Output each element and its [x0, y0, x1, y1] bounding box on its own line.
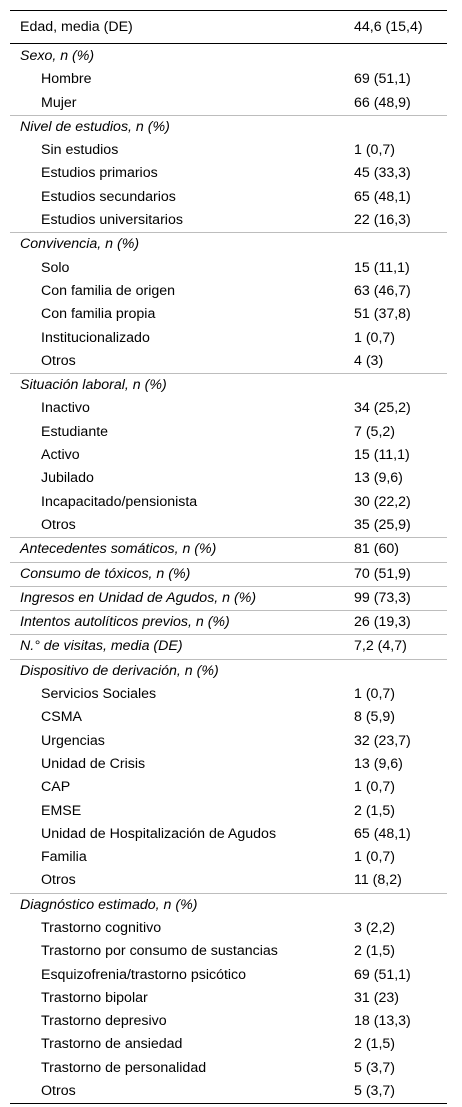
table-row	[10, 753, 447, 776]
demographics-table	[10, 10, 447, 1104]
row-value: 13 (9,6)	[354, 470, 403, 487]
table-row	[10, 303, 447, 326]
table-row	[10, 1057, 447, 1080]
table-row	[10, 776, 447, 799]
row-label: Activo	[41, 447, 80, 464]
row-label: Trastorno por consumo de sustancias	[41, 943, 278, 960]
category-row	[10, 610, 447, 634]
category-label: Sexo, n (%)	[20, 48, 95, 64]
category-row	[10, 893, 447, 917]
row-label: Esquizofrenia/trastorno psicótico	[41, 966, 247, 983]
row-value: 2 (1,5)	[354, 802, 396, 819]
table-row	[10, 1033, 447, 1056]
row-label: Mujer	[41, 94, 77, 111]
category-row	[10, 115, 447, 139]
row-label: Hombre	[41, 71, 92, 88]
table-row	[10, 162, 447, 185]
table-row	[10, 491, 447, 514]
table-row	[10, 823, 447, 846]
row-value: 1 (0,7)	[354, 686, 396, 703]
table-row	[10, 92, 447, 115]
row-value: 11 (8,2)	[354, 872, 402, 889]
table-row	[10, 257, 447, 280]
row-label: Trastorno bipolar	[41, 989, 148, 1006]
row-value: 63 (46,7)	[354, 282, 411, 299]
row-label: Estudiante	[41, 423, 109, 440]
table-row	[10, 209, 447, 232]
row-label: Con familia propia	[41, 306, 156, 323]
table-row	[10, 987, 447, 1010]
table-header-row	[10, 11, 447, 44]
row-value: 4 (3)	[354, 352, 384, 369]
row-label: EMSE	[41, 802, 82, 819]
table-row	[10, 706, 447, 729]
row-value: 8 (5,9)	[354, 709, 396, 726]
row-label: Incapacitado/pensionista	[41, 493, 198, 510]
row-value: 45 (33,3)	[354, 165, 411, 182]
table-row	[10, 869, 447, 892]
table-row	[10, 186, 447, 209]
row-value: 32 (23,7)	[354, 732, 411, 749]
table-row	[10, 964, 447, 987]
table-row	[10, 139, 447, 162]
row-value: 3 (2,2)	[354, 919, 396, 936]
header-value: 44,6 (15,4)	[354, 19, 423, 35]
row-label: Jubilado	[41, 470, 94, 487]
row-value: 13 (9,6)	[354, 755, 403, 772]
row-label: Solo	[41, 259, 70, 276]
category-label: Consumo de tóxicos, n (%)	[20, 565, 191, 582]
category-label: Nivel de estudios, n (%)	[20, 118, 170, 135]
row-label: Estudios primarios	[41, 165, 158, 182]
table-row	[10, 444, 447, 467]
category-row	[10, 634, 447, 658]
category-row	[10, 562, 447, 586]
row-label: Otros	[41, 872, 76, 889]
table-row	[10, 683, 447, 706]
table-row	[10, 846, 447, 869]
row-value: 7 (5,2)	[354, 423, 396, 440]
table-row	[10, 68, 447, 91]
row-label: Trastorno de ansiedad	[41, 1036, 183, 1053]
category-row	[10, 537, 447, 561]
row-label: Urgencias	[41, 732, 105, 749]
row-value: 65 (48,1)	[354, 188, 411, 205]
row-label: Estudios universitarios	[41, 212, 183, 229]
category-row	[10, 45, 447, 68]
row-value: 5 (3,7)	[354, 1083, 396, 1100]
header-label: Edad, media (DE)	[20, 19, 133, 35]
row-label: Otros	[41, 1083, 76, 1100]
category-label: Antecedentes somáticos, n (%)	[20, 541, 217, 558]
row-label: CAP	[41, 779, 71, 796]
row-label: Con familia de origen	[41, 282, 176, 299]
row-label: Otros	[41, 516, 76, 533]
row-value: 1 (0,7)	[354, 849, 396, 866]
table-row	[10, 514, 447, 537]
table-body	[10, 45, 447, 1103]
row-value: 81 (60)	[354, 541, 399, 558]
category-label: Ingresos en Unidad de Agudos, n (%)	[20, 589, 257, 606]
table-row	[10, 917, 447, 940]
row-value: 1 (0,7)	[354, 142, 396, 159]
row-label: Sin estudios	[41, 142, 119, 159]
table-row	[10, 1080, 447, 1103]
row-value: 30 (22,2)	[354, 493, 411, 510]
category-label: N.° de visitas, media (DE)	[20, 638, 183, 655]
row-label: Estudios secundarios	[41, 188, 176, 205]
row-value: 15 (11,1)	[354, 447, 410, 464]
row-value: 7,2 (4,7)	[354, 638, 407, 655]
row-label: Trastorno de personalidad	[41, 1059, 207, 1076]
category-label: Convivencia, n (%)	[20, 236, 140, 253]
table-row	[10, 280, 447, 303]
category-label: Situación laboral, n (%)	[20, 377, 167, 394]
table-row	[10, 350, 447, 373]
row-label: Institucionalizado	[41, 329, 150, 346]
row-value: 34 (25,2)	[354, 400, 411, 417]
category-row	[10, 373, 447, 397]
row-value: 69 (51,1)	[354, 71, 411, 88]
table-row	[10, 421, 447, 444]
table-row	[10, 467, 447, 490]
table-row	[10, 800, 447, 823]
row-label: CSMA	[41, 709, 82, 726]
row-value: 99 (73,3)	[354, 589, 411, 606]
row-label: Unidad de Crisis	[41, 755, 146, 772]
row-label: Inactivo	[41, 400, 90, 417]
row-value: 31 (23)	[354, 989, 399, 1006]
row-label: Trastorno depresivo	[41, 1013, 167, 1030]
row-value: 18 (13,3)	[354, 1013, 411, 1030]
category-row	[10, 586, 447, 610]
category-label: Diagnóstico estimado, n (%)	[20, 896, 198, 913]
category-row	[10, 659, 447, 683]
row-value: 2 (1,5)	[354, 943, 396, 960]
row-label: Familia	[41, 849, 87, 866]
row-value: 26 (19,3)	[354, 614, 411, 631]
row-value: 65 (48,1)	[354, 825, 411, 842]
row-value: 66 (48,9)	[354, 94, 411, 111]
row-value: 70 (51,9)	[354, 565, 411, 582]
table-row	[10, 327, 447, 350]
row-value: 69 (51,1)	[354, 966, 411, 983]
row-label: Trastorno cognitivo	[41, 919, 162, 936]
row-value: 1 (0,7)	[354, 779, 396, 796]
row-value: 5 (3,7)	[354, 1059, 396, 1076]
row-value: 35 (25,9)	[354, 516, 411, 533]
category-label: Dispositivo de derivación, n (%)	[20, 662, 219, 679]
table-row	[10, 397, 447, 420]
row-label: Otros	[41, 352, 76, 369]
row-value: 22 (16,3)	[354, 212, 411, 229]
category-label: Intentos autolíticos previos, n (%)	[20, 614, 230, 631]
row-value: 51 (37,8)	[354, 306, 411, 323]
row-label: Servicios Sociales	[41, 686, 157, 703]
table-row	[10, 940, 447, 963]
row-value: 2 (1,5)	[354, 1036, 396, 1053]
row-value: 1 (0,7)	[354, 329, 396, 346]
table-row	[10, 730, 447, 753]
row-label: Unidad de Hospitalización de Agudos	[41, 825, 277, 842]
category-row	[10, 232, 447, 256]
table-row	[10, 1010, 447, 1033]
row-value: 15 (11,1)	[354, 259, 410, 276]
